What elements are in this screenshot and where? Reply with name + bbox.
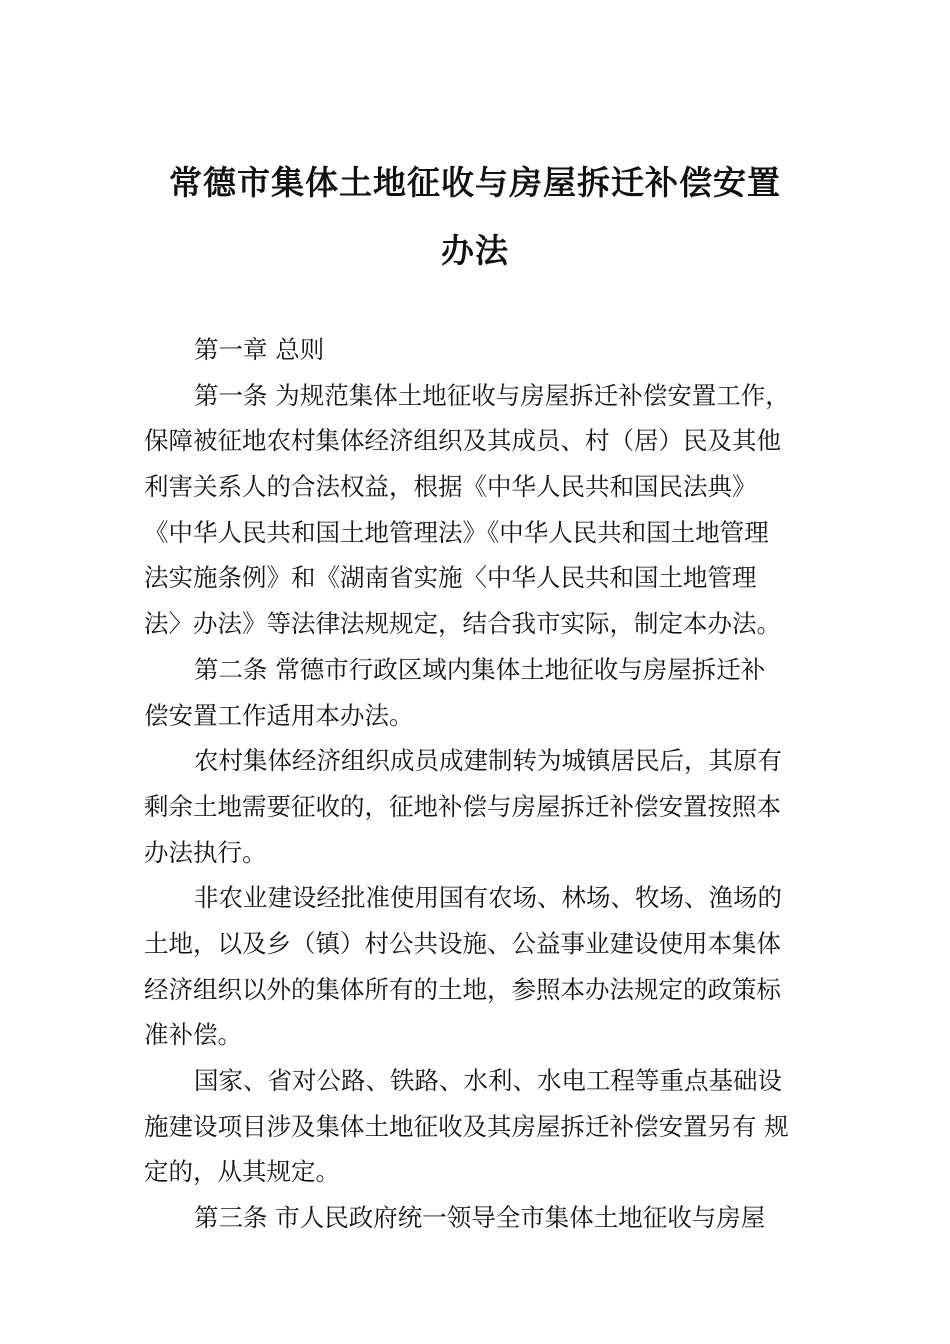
- body-text-line: 农村集体经济组织成员成建制转为城镇居民后，其原有: [194, 746, 782, 776]
- document-title-line-2: 办法: [441, 231, 509, 270]
- document-title-line-1: 常德市集体土地征收与房屋拆迁补偿安置: [169, 163, 781, 202]
- body-text-line: 国家、省对公路、铁路、水利、水电工程等重点基础设: [194, 1066, 782, 1095]
- body-text-line: 《中华人民共和国土地管理法》《中华人民共和国土地管理: [144, 517, 769, 547]
- body-text-line: 土地，以及乡（镇）村公共设施、公益事业建设使用本集体: [144, 928, 781, 958]
- body-text-line: 剩余土地需要征收的，征地补偿与房屋拆迁补偿安置按照本: [144, 791, 781, 821]
- body-text-line: 偿安置工作适用本办法。: [144, 700, 414, 730]
- body-text-line: 第二条 常德市行政区域内集体土地征收与房屋拆迁补: [194, 654, 766, 684]
- document-body: [144, 327, 844, 1241]
- body-text-line: 第三条 市人民政府统一领导全市集体土地征收与房屋: [194, 1203, 766, 1233]
- body-text-line: 第一条 为规范集体土地征收与房屋拆迁补偿安置工作，: [194, 380, 790, 410]
- body-text-line: 利害关系人的合法权益，根据《中华人民共和国民法典》: [144, 472, 757, 502]
- body-text-line: 法实施条例》和《湖南省实施〈中华人民共和国土地管理: [144, 563, 757, 593]
- body-text-line: 保障被征地农村集体经济组织及其成员、村（居）民及其他: [144, 426, 781, 456]
- body-text-line: 法〉办法》等法律法规规定，结合我市实际，制定本办法。: [144, 609, 781, 639]
- body-text-line: 第一章 总则: [194, 335, 325, 364]
- body-text-line: 定的，从其规定。: [144, 1157, 340, 1187]
- body-text-line: 经济组织以外的集体所有的土地，参照本办法规定的政策标: [144, 974, 781, 1004]
- body-text-line: 施建设项目涉及集体土地征收及其房屋拆迁补偿安置另有 规: [144, 1111, 789, 1141]
- body-text-line: 准补偿。: [144, 1020, 242, 1050]
- body-text-line: 非农业建设经批准使用国有农场、林场、牧场、渔场的: [194, 883, 782, 913]
- body-text-line: 办法执行。: [144, 837, 267, 867]
